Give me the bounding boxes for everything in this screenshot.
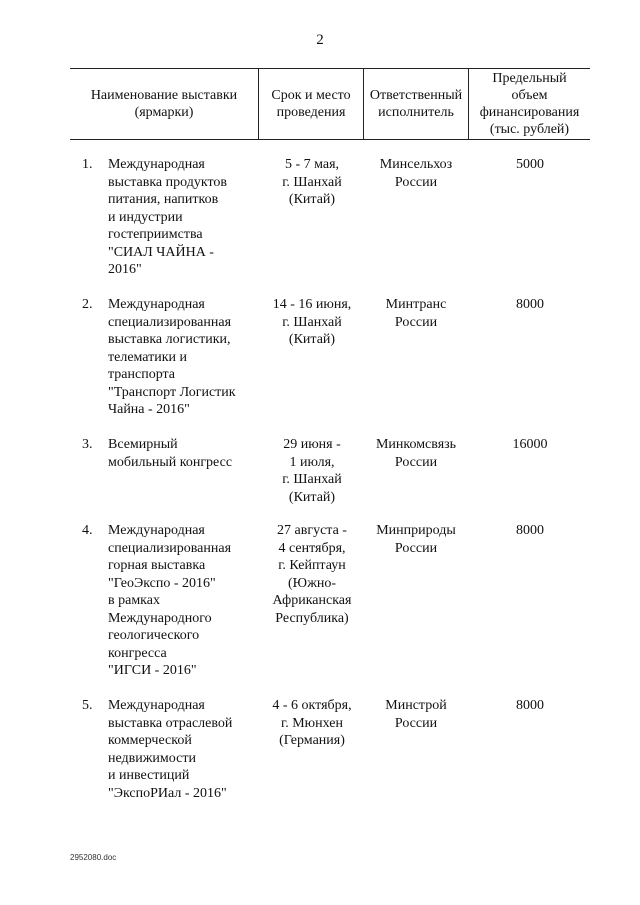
funding-limit: 5000 xyxy=(516,157,544,172)
date-place: 27 августа - 4 сентября, г. Кейптаун (Южно- Африканская Республика) xyxy=(272,523,352,626)
page-number: 2 xyxy=(316,32,324,48)
funding-limit: 8000 xyxy=(516,297,544,312)
row-number: 3. xyxy=(82,437,93,452)
responsible-ministry: Минприроды России xyxy=(376,523,456,556)
header-name xyxy=(70,69,258,139)
header-funding xyxy=(469,69,590,139)
responsible-ministry: Минсельхоз России xyxy=(379,157,453,190)
date-place: 14 - 16 июня, г. Шанхай (Китай) xyxy=(272,297,352,347)
header-funding-label: Предельный объем финансирования (тыс. рублей) xyxy=(479,71,580,137)
responsible-ministry: Минтранс России xyxy=(385,297,447,330)
header-responsible xyxy=(364,69,468,139)
header-date-place-label: Срок и место проведения xyxy=(271,88,351,120)
exhibition-name: Всемирный мобильный конгресс xyxy=(108,437,233,470)
header-date-place xyxy=(259,69,363,139)
row-number: 5. xyxy=(82,698,93,713)
row-number: 4. xyxy=(82,523,93,538)
date-place: 29 июня - 1 июля, г. Шанхай (Китай) xyxy=(282,437,342,505)
row-number: 2. xyxy=(82,297,93,312)
exhibition-name: Международная специализированная выставка логистики, телематики и транспорта "Транспорт Логистик Чайна - 2016" xyxy=(108,297,236,417)
date-place: 4 - 6 октября, г. Мюнхен (Германия) xyxy=(272,698,352,748)
date-place: 5 - 7 мая, г. Шанхай (Китай) xyxy=(282,157,342,207)
funding-limit: 8000 xyxy=(516,523,544,538)
responsible-ministry: Минстрой России xyxy=(385,698,447,731)
header-responsible-label: Ответственный исполнитель xyxy=(369,88,463,120)
exhibition-name: Международная специализированная горная выставка "ГеоЭкспо - 2016" в рамках Международного геологического конгресса "ИГСИ - 2016" xyxy=(108,523,232,678)
header-name-label: Наименование выставки (ярмарки) xyxy=(90,88,238,120)
row-number: 1. xyxy=(82,157,93,172)
responsible-ministry: Минкомсвязь России xyxy=(375,437,457,470)
exhibition-name: Международная выставка отраслевой коммерческой недвижимости и инвестиций "ЭкспоРИал - 2016" xyxy=(108,698,233,801)
document-filename: 2952080.doc xyxy=(70,853,117,862)
funding-limit: 8000 xyxy=(516,698,544,713)
table-header-rule xyxy=(70,139,590,140)
funding-limit: 16000 xyxy=(512,437,548,452)
exhibition-name: Международная выставка продуктов питания, напитков и индустрии гостеприимства "СИАЛ ЧАЙНА - 2016" xyxy=(108,157,228,277)
